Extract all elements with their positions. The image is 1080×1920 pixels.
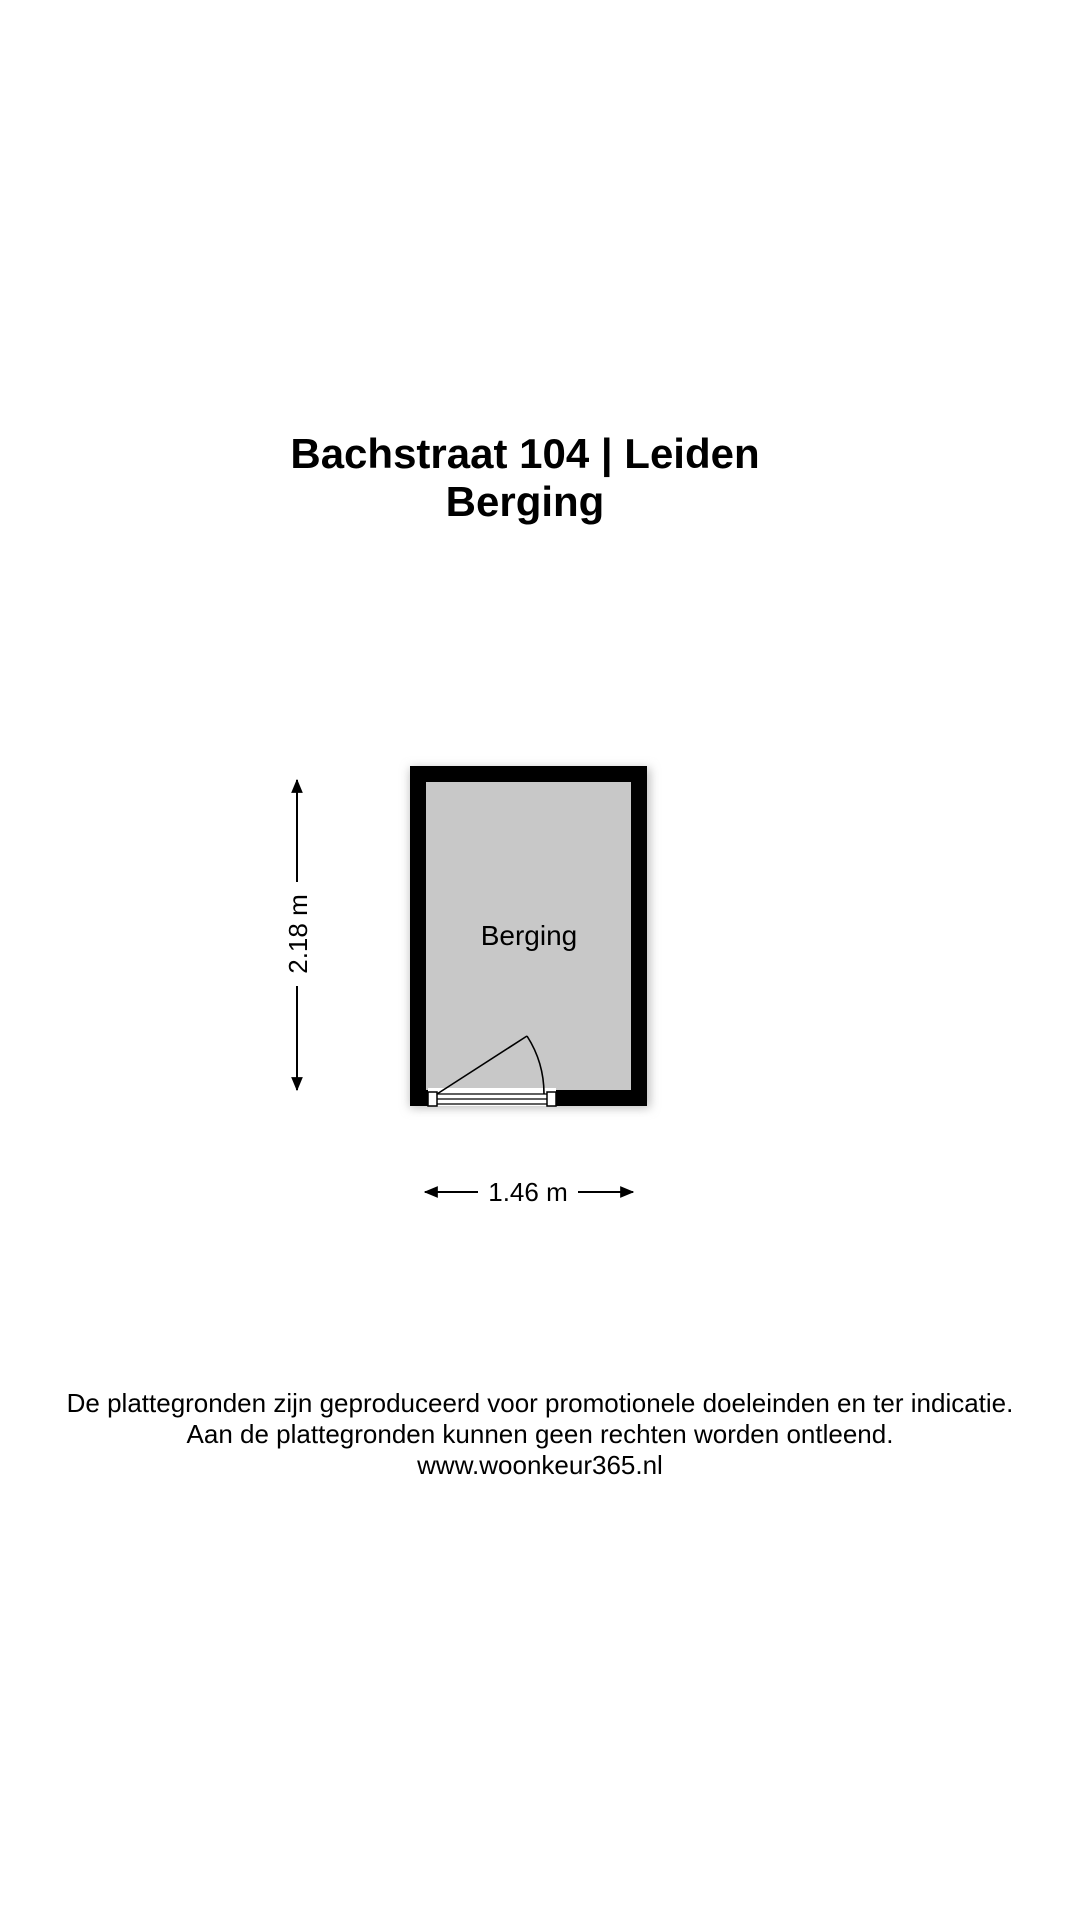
- disclaimer-line-2: Aan de plattegronden kunnen geen rechten worden ontleend.: [186, 1419, 894, 1449]
- room-label: Berging: [480, 920, 578, 951]
- door-post-right: [547, 1092, 556, 1106]
- dimension-height-label: 2.18 m: [283, 894, 313, 974]
- door-post-left: [428, 1092, 437, 1106]
- door-opening: [428, 1088, 556, 1106]
- disclaimer: [0, 1388, 1080, 1481]
- website-text: www.woonkeur365.nl: [417, 1450, 663, 1480]
- floor-title: Berging: [445, 478, 605, 525]
- address-title: Bachstraat 104 | Leiden: [290, 430, 760, 477]
- disclaimer-line-1: De plattegronden zijn geproduceerd voor promotionele doeleinden en ter indicatie.: [66, 1388, 1014, 1418]
- dimension-width-label: 1.46 m: [488, 1177, 568, 1207]
